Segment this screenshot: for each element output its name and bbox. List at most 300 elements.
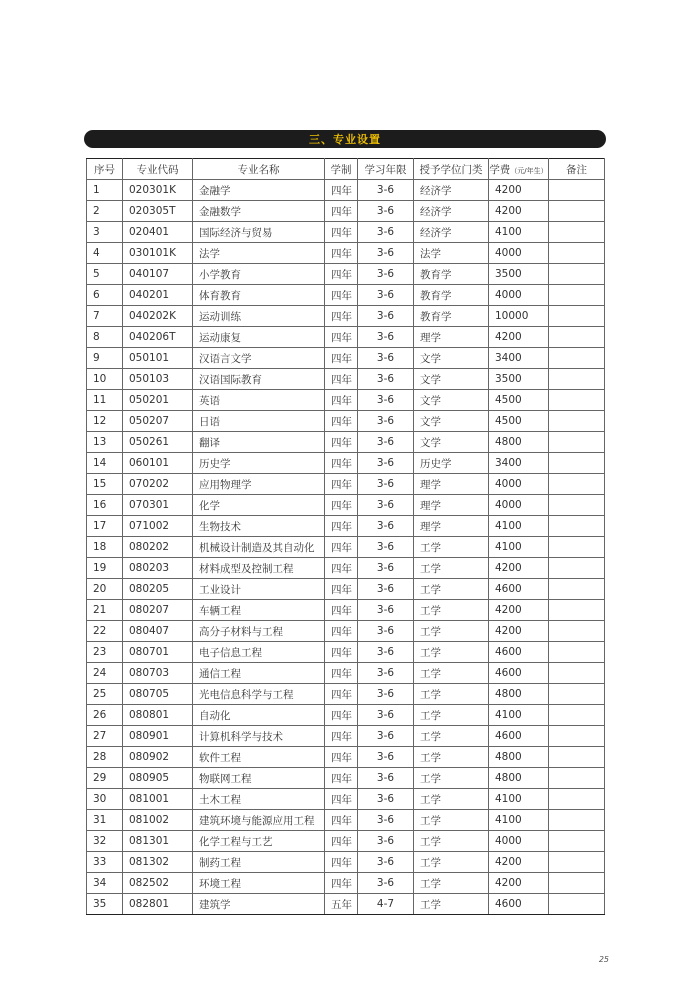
cell-system: 四年	[325, 201, 358, 222]
cell-remark	[549, 180, 605, 201]
cell-name: 制药工程	[193, 852, 325, 873]
cell-years: 3-6	[358, 621, 414, 642]
cell-degree: 文学	[414, 348, 489, 369]
cell-years: 3-6	[358, 726, 414, 747]
cell-fee: 3400	[489, 348, 549, 369]
cell-fee: 4200	[489, 852, 549, 873]
cell-name: 电子信息工程	[193, 642, 325, 663]
cell-code: 050207	[123, 411, 193, 432]
cell-code: 080207	[123, 600, 193, 621]
cell-index: 23	[87, 642, 123, 663]
table-row	[87, 180, 605, 201]
cell-system: 四年	[325, 663, 358, 684]
cell-name: 高分子材料与工程	[193, 621, 325, 642]
cell-degree: 理学	[414, 516, 489, 537]
cell-system: 四年	[325, 390, 358, 411]
cell-remark	[549, 642, 605, 663]
cell-code: 070301	[123, 495, 193, 516]
table-row	[87, 285, 605, 306]
cell-remark	[549, 873, 605, 894]
cell-years: 3-6	[358, 411, 414, 432]
header-fee	[489, 159, 549, 180]
cell-remark	[549, 684, 605, 705]
cell-remark	[549, 348, 605, 369]
cell-name: 汉语言文学	[193, 348, 325, 369]
cell-years: 3-6	[358, 831, 414, 852]
cell-remark	[549, 537, 605, 558]
table-row	[87, 894, 605, 915]
cell-system: 四年	[325, 285, 358, 306]
cell-index: 22	[87, 621, 123, 642]
cell-system: 四年	[325, 810, 358, 831]
cell-fee: 4600	[489, 894, 549, 915]
cell-index: 17	[87, 516, 123, 537]
cell-code: 050103	[123, 369, 193, 390]
cell-system: 四年	[325, 432, 358, 453]
cell-code: 080901	[123, 726, 193, 747]
cell-system: 四年	[325, 852, 358, 873]
cell-remark	[549, 516, 605, 537]
cell-name: 英语	[193, 390, 325, 411]
cell-index: 26	[87, 705, 123, 726]
cell-remark	[549, 579, 605, 600]
cell-code: 050261	[123, 432, 193, 453]
cell-name: 金融数学	[193, 201, 325, 222]
cell-degree: 文学	[414, 411, 489, 432]
cell-name: 工业设计	[193, 579, 325, 600]
cell-index: 32	[87, 831, 123, 852]
cell-fee: 4600	[489, 579, 549, 600]
cell-degree: 工学	[414, 726, 489, 747]
cell-degree: 工学	[414, 852, 489, 873]
cell-fee: 4000	[489, 831, 549, 852]
cell-index: 7	[87, 306, 123, 327]
cell-years: 3-6	[358, 642, 414, 663]
cell-remark	[549, 726, 605, 747]
cell-system: 四年	[325, 180, 358, 201]
cell-fee: 4800	[489, 768, 549, 789]
cell-system: 四年	[325, 747, 358, 768]
cell-degree: 教育学	[414, 285, 489, 306]
cell-code: 040107	[123, 264, 193, 285]
cell-code: 082801	[123, 894, 193, 915]
cell-system: 四年	[325, 768, 358, 789]
cell-fee: 3500	[489, 369, 549, 390]
cell-code: 020401	[123, 222, 193, 243]
cell-degree: 理学	[414, 474, 489, 495]
cell-name: 材料成型及控制工程	[193, 558, 325, 579]
cell-years: 3-6	[358, 306, 414, 327]
table-row	[87, 579, 605, 600]
cell-remark	[549, 390, 605, 411]
cell-years: 3-6	[358, 222, 414, 243]
cell-system: 四年	[325, 537, 358, 558]
cell-fee: 4100	[489, 537, 549, 558]
cell-fee: 4100	[489, 789, 549, 810]
cell-fee: 4000	[489, 243, 549, 264]
cell-code: 080407	[123, 621, 193, 642]
cell-years: 3-6	[358, 558, 414, 579]
cell-code: 050201	[123, 390, 193, 411]
cell-name: 汉语国际教育	[193, 369, 325, 390]
cell-remark	[549, 705, 605, 726]
cell-degree: 工学	[414, 537, 489, 558]
cell-years: 3-6	[358, 684, 414, 705]
cell-code: 081301	[123, 831, 193, 852]
cell-fee: 4200	[489, 327, 549, 348]
cell-code: 080705	[123, 684, 193, 705]
cell-degree: 历史学	[414, 453, 489, 474]
cell-degree: 经济学	[414, 222, 489, 243]
cell-fee: 3500	[489, 264, 549, 285]
table-row	[87, 873, 605, 894]
cell-fee: 4600	[489, 663, 549, 684]
table-row	[87, 411, 605, 432]
cell-index: 11	[87, 390, 123, 411]
cell-fee: 4500	[489, 411, 549, 432]
cell-system: 四年	[325, 642, 358, 663]
cell-years: 3-6	[358, 810, 414, 831]
cell-system: 四年	[325, 495, 358, 516]
cell-code: 020305T	[123, 201, 193, 222]
cell-fee: 4200	[489, 201, 549, 222]
cell-fee: 4200	[489, 600, 549, 621]
cell-code: 082502	[123, 873, 193, 894]
cell-name: 建筑环境与能源应用工程	[193, 810, 325, 831]
cell-fee: 4200	[489, 180, 549, 201]
cell-index: 12	[87, 411, 123, 432]
cell-name: 计算机科学与技术	[193, 726, 325, 747]
cell-fee: 4600	[489, 642, 549, 663]
cell-years: 3-6	[358, 390, 414, 411]
cell-code: 081302	[123, 852, 193, 873]
cell-index: 15	[87, 474, 123, 495]
cell-index: 34	[87, 873, 123, 894]
cell-code: 040206T	[123, 327, 193, 348]
cell-index: 27	[87, 726, 123, 747]
cell-fee: 4000	[489, 285, 549, 306]
cell-remark	[549, 621, 605, 642]
table-row	[87, 642, 605, 663]
cell-degree: 文学	[414, 390, 489, 411]
header-fee-label: 学费	[489, 163, 511, 176]
table-row	[87, 684, 605, 705]
cell-code: 080701	[123, 642, 193, 663]
table-row	[87, 390, 605, 411]
cell-fee: 4500	[489, 390, 549, 411]
cell-degree: 工学	[414, 768, 489, 789]
section-title: 三、专业设置	[309, 133, 381, 146]
cell-years: 3-6	[358, 600, 414, 621]
cell-years: 3-6	[358, 201, 414, 222]
cell-index: 5	[87, 264, 123, 285]
table-row	[87, 537, 605, 558]
table-row	[87, 852, 605, 873]
cell-system: 四年	[325, 600, 358, 621]
cell-fee: 4100	[489, 705, 549, 726]
cell-degree: 教育学	[414, 306, 489, 327]
table-row	[87, 705, 605, 726]
cell-system: 四年	[325, 621, 358, 642]
cell-degree: 工学	[414, 642, 489, 663]
cell-name: 生物技术	[193, 516, 325, 537]
cell-fee: 4600	[489, 726, 549, 747]
cell-index: 18	[87, 537, 123, 558]
cell-name: 自动化	[193, 705, 325, 726]
table-row	[87, 726, 605, 747]
cell-fee: 4800	[489, 747, 549, 768]
cell-remark	[549, 768, 605, 789]
cell-degree: 工学	[414, 789, 489, 810]
cell-years: 3-6	[358, 579, 414, 600]
cell-remark	[549, 789, 605, 810]
cell-index: 20	[87, 579, 123, 600]
cell-remark	[549, 411, 605, 432]
cell-index: 33	[87, 852, 123, 873]
cell-degree: 工学	[414, 558, 489, 579]
table-row	[87, 222, 605, 243]
cell-index: 30	[87, 789, 123, 810]
cell-fee: 4100	[489, 222, 549, 243]
cell-name: 历史学	[193, 453, 325, 474]
cell-system: 四年	[325, 705, 358, 726]
cell-name: 化学工程与工艺	[193, 831, 325, 852]
cell-index: 4	[87, 243, 123, 264]
cell-fee: 3400	[489, 453, 549, 474]
cell-fee: 4000	[489, 474, 549, 495]
cell-years: 3-6	[358, 180, 414, 201]
cell-years: 4-7	[358, 894, 414, 915]
cell-remark	[549, 474, 605, 495]
cell-years: 3-6	[358, 243, 414, 264]
header-years: 学习年限	[358, 159, 414, 180]
cell-degree: 教育学	[414, 264, 489, 285]
table-row	[87, 558, 605, 579]
cell-index: 28	[87, 747, 123, 768]
cell-name: 运动康复	[193, 327, 325, 348]
cell-remark	[549, 831, 605, 852]
section-title-bar	[84, 130, 606, 148]
cell-degree: 工学	[414, 810, 489, 831]
cell-code: 080905	[123, 768, 193, 789]
table-row	[87, 369, 605, 390]
cell-name: 体育教育	[193, 285, 325, 306]
cell-fee: 4000	[489, 495, 549, 516]
cell-name: 光电信息科学与工程	[193, 684, 325, 705]
cell-index: 14	[87, 453, 123, 474]
header-system: 学制	[325, 159, 358, 180]
table-row	[87, 495, 605, 516]
cell-fee: 4800	[489, 684, 549, 705]
cell-index: 16	[87, 495, 123, 516]
table-row	[87, 789, 605, 810]
table-row	[87, 516, 605, 537]
cell-system: 四年	[325, 264, 358, 285]
cell-remark	[549, 285, 605, 306]
cell-code: 050101	[123, 348, 193, 369]
cell-years: 3-6	[358, 852, 414, 873]
cell-code: 080801	[123, 705, 193, 726]
cell-degree: 理学	[414, 327, 489, 348]
cell-years: 3-6	[358, 663, 414, 684]
table-row	[87, 453, 605, 474]
table-row	[87, 810, 605, 831]
table-row	[87, 264, 605, 285]
cell-name: 应用物理学	[193, 474, 325, 495]
cell-code: 081001	[123, 789, 193, 810]
cell-remark	[549, 306, 605, 327]
cell-years: 3-6	[358, 516, 414, 537]
cell-years: 3-6	[358, 264, 414, 285]
cell-degree: 工学	[414, 873, 489, 894]
cell-system: 五年	[325, 894, 358, 915]
cell-system: 四年	[325, 579, 358, 600]
cell-years: 3-6	[358, 474, 414, 495]
cell-years: 3-6	[358, 873, 414, 894]
cell-years: 3-6	[358, 768, 414, 789]
table-row	[87, 621, 605, 642]
cell-degree: 经济学	[414, 180, 489, 201]
cell-degree: 文学	[414, 369, 489, 390]
cell-index: 24	[87, 663, 123, 684]
cell-degree: 经济学	[414, 201, 489, 222]
cell-index: 31	[87, 810, 123, 831]
cell-code: 030101K	[123, 243, 193, 264]
cell-years: 3-6	[358, 537, 414, 558]
table-row	[87, 747, 605, 768]
cell-name: 运动训练	[193, 306, 325, 327]
cell-system: 四年	[325, 831, 358, 852]
table-row	[87, 243, 605, 264]
cell-remark	[549, 894, 605, 915]
cell-code: 040201	[123, 285, 193, 306]
table-row	[87, 600, 605, 621]
cell-remark	[549, 558, 605, 579]
cell-name: 日语	[193, 411, 325, 432]
table-row	[87, 201, 605, 222]
cell-degree: 理学	[414, 495, 489, 516]
cell-degree: 工学	[414, 600, 489, 621]
cell-name: 物联网工程	[193, 768, 325, 789]
cell-remark	[549, 432, 605, 453]
cell-index: 21	[87, 600, 123, 621]
table-row	[87, 306, 605, 327]
cell-fee: 4200	[489, 621, 549, 642]
cell-remark	[549, 495, 605, 516]
cell-name: 法学	[193, 243, 325, 264]
cell-remark	[549, 369, 605, 390]
cell-name: 软件工程	[193, 747, 325, 768]
cell-remark	[549, 327, 605, 348]
cell-fee: 4800	[489, 432, 549, 453]
table-row	[87, 327, 605, 348]
cell-system: 四年	[325, 306, 358, 327]
cell-remark	[549, 810, 605, 831]
cell-degree: 工学	[414, 831, 489, 852]
table-row	[87, 348, 605, 369]
cell-remark	[549, 243, 605, 264]
cell-degree: 工学	[414, 579, 489, 600]
cell-system: 四年	[325, 453, 358, 474]
cell-system: 四年	[325, 327, 358, 348]
cell-code: 060101	[123, 453, 193, 474]
cell-system: 四年	[325, 726, 358, 747]
cell-degree: 工学	[414, 621, 489, 642]
cell-remark	[549, 453, 605, 474]
cell-fee: 4200	[489, 873, 549, 894]
cell-remark	[549, 264, 605, 285]
cell-name: 建筑学	[193, 894, 325, 915]
cell-code: 020301K	[123, 180, 193, 201]
cell-index: 1	[87, 180, 123, 201]
cell-name: 环境工程	[193, 873, 325, 894]
cell-fee: 4100	[489, 810, 549, 831]
cell-years: 3-6	[358, 453, 414, 474]
cell-index: 9	[87, 348, 123, 369]
header-fee-unit: （元/年生）	[510, 166, 548, 175]
cell-name: 国际经济与贸易	[193, 222, 325, 243]
header-remarks: 备注	[549, 159, 605, 180]
page-number: 25	[598, 955, 609, 964]
table-row	[87, 831, 605, 852]
cell-index: 3	[87, 222, 123, 243]
cell-remark	[549, 201, 605, 222]
cell-system: 四年	[325, 558, 358, 579]
cell-code: 080205	[123, 579, 193, 600]
cell-name: 车辆工程	[193, 600, 325, 621]
cell-system: 四年	[325, 789, 358, 810]
cell-system: 四年	[325, 873, 358, 894]
cell-years: 3-6	[358, 432, 414, 453]
cell-index: 13	[87, 432, 123, 453]
table-header-row	[87, 159, 605, 180]
cell-index: 10	[87, 369, 123, 390]
cell-code: 080703	[123, 663, 193, 684]
cell-degree: 工学	[414, 705, 489, 726]
cell-system: 四年	[325, 243, 358, 264]
majors-table	[86, 158, 605, 915]
cell-years: 3-6	[358, 327, 414, 348]
header-index: 序号	[87, 159, 123, 180]
cell-years: 3-6	[358, 348, 414, 369]
cell-remark	[549, 852, 605, 873]
cell-name: 金融学	[193, 180, 325, 201]
cell-fee: 4200	[489, 558, 549, 579]
table-row	[87, 768, 605, 789]
cell-degree: 文学	[414, 432, 489, 453]
cell-years: 3-6	[358, 285, 414, 306]
cell-degree: 工学	[414, 894, 489, 915]
cell-degree: 法学	[414, 243, 489, 264]
header-code: 专业代码	[123, 159, 193, 180]
cell-system: 四年	[325, 411, 358, 432]
cell-system: 四年	[325, 474, 358, 495]
cell-years: 3-6	[358, 789, 414, 810]
cell-index: 2	[87, 201, 123, 222]
cell-years: 3-6	[358, 747, 414, 768]
header-degree: 授予学位门类	[414, 159, 489, 180]
cell-remark	[549, 222, 605, 243]
cell-remark	[549, 663, 605, 684]
cell-index: 6	[87, 285, 123, 306]
cell-name: 机械设计制造及其自动化	[193, 537, 325, 558]
cell-name: 翻译	[193, 432, 325, 453]
header-name: 专业名称	[193, 159, 325, 180]
cell-system: 四年	[325, 684, 358, 705]
cell-remark	[549, 600, 605, 621]
cell-code: 070202	[123, 474, 193, 495]
cell-code: 080203	[123, 558, 193, 579]
